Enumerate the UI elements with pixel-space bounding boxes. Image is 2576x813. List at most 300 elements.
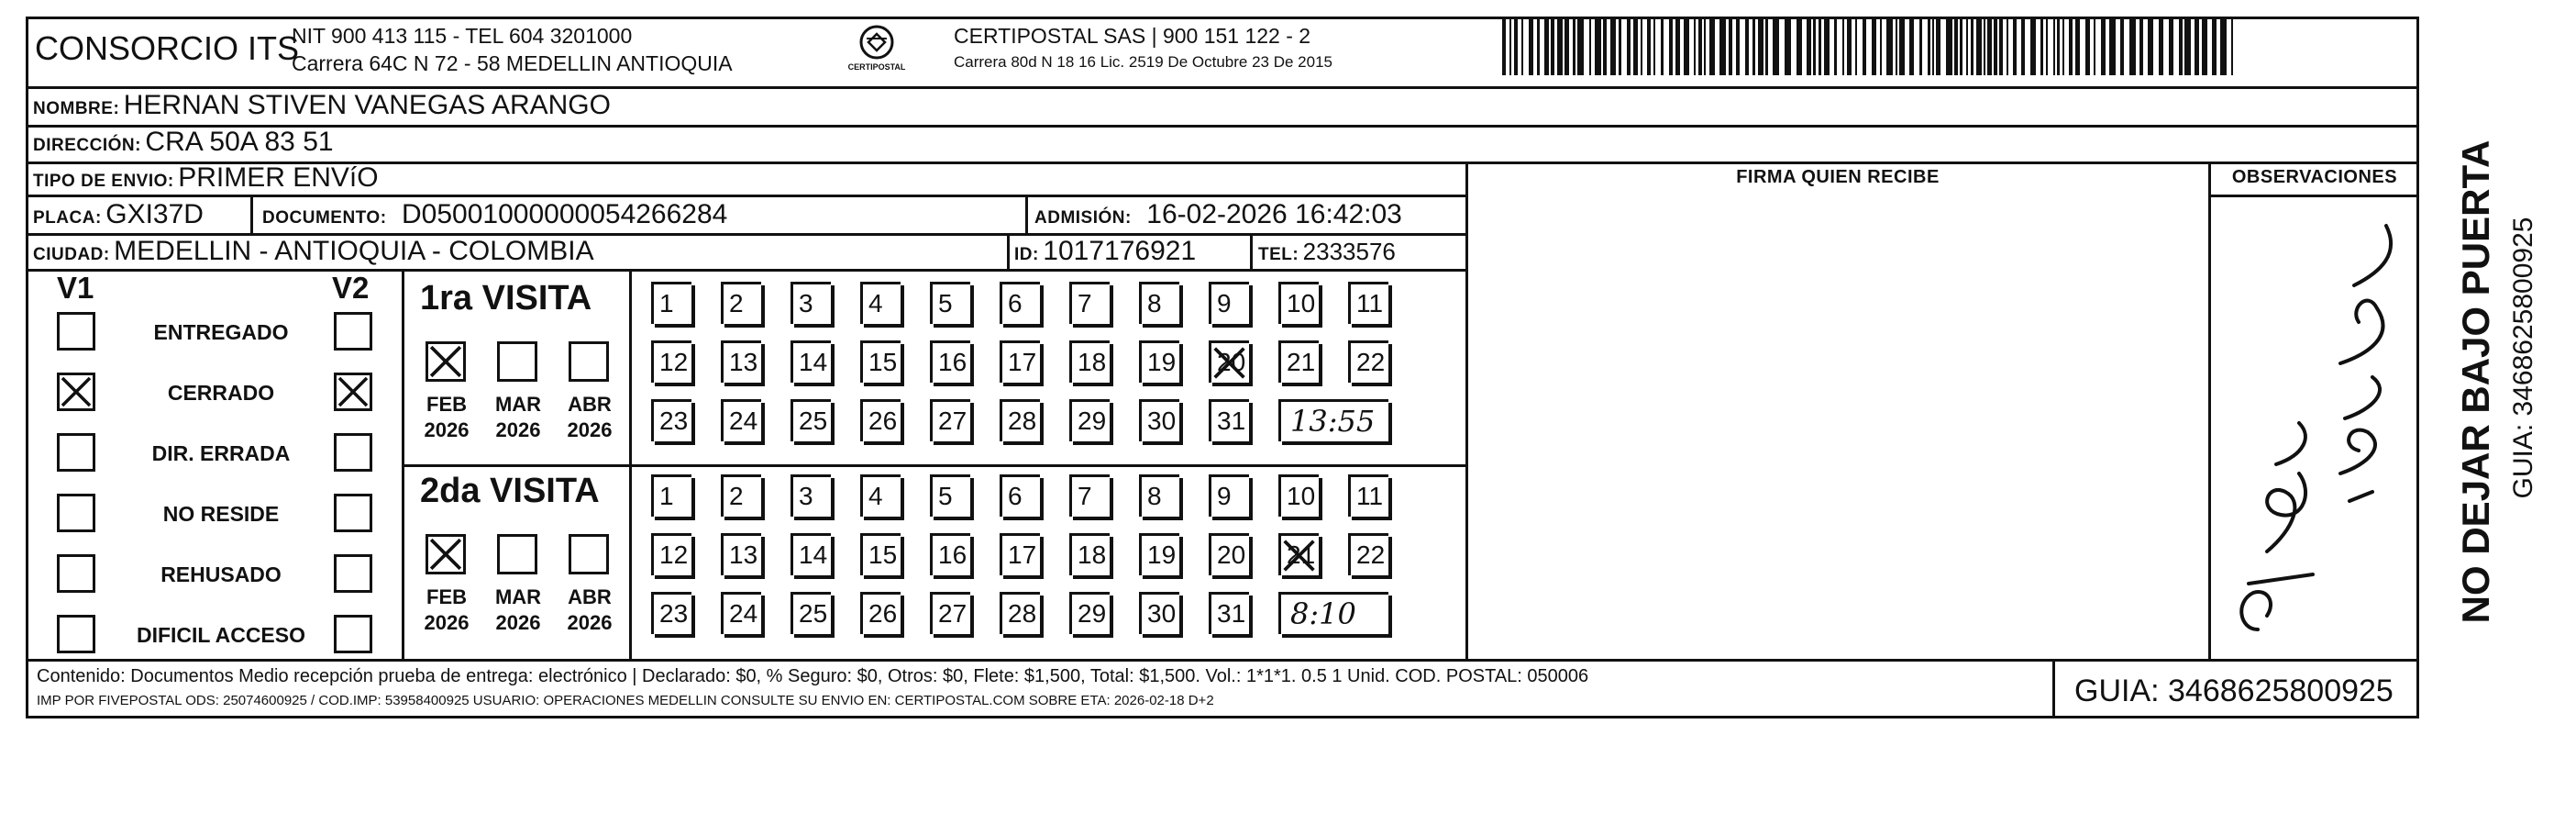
second-visit-day-cell[interactable] bbox=[651, 474, 691, 517]
first-visit-day-cell[interactable] bbox=[651, 340, 691, 383]
side-guia: GUIA: 3468625800925 bbox=[2508, 217, 2538, 499]
second-visit-day-number: 19 bbox=[1147, 540, 1177, 569]
vrule-placa bbox=[250, 196, 253, 235]
barcode-bar bbox=[1521, 18, 1523, 75]
barcode-bar bbox=[1919, 18, 1922, 75]
second-visit-day-cell[interactable] bbox=[860, 533, 901, 575]
cross-mark-icon bbox=[428, 344, 463, 379]
first-visit-day-number: 10 bbox=[1287, 289, 1316, 317]
second-visit-day-cell[interactable] bbox=[1348, 474, 1388, 517]
second-visit-time: 8:10 bbox=[1290, 596, 1356, 631]
second-visit-day-cell[interactable] bbox=[790, 474, 831, 517]
first-visit-month-year: 2026 bbox=[567, 418, 613, 441]
status-label: ENTREGADO bbox=[153, 320, 289, 344]
barcode-bar bbox=[1736, 18, 1740, 75]
vrule-observaciones bbox=[2208, 161, 2211, 661]
barcode-bar bbox=[2062, 18, 2064, 75]
cross-mark-icon bbox=[337, 375, 370, 408]
barcode-bar bbox=[1603, 18, 1607, 75]
barcode-bar bbox=[1577, 18, 1584, 75]
first-visit-day-number: 14 bbox=[799, 348, 828, 376]
second-visit-day-number: 23 bbox=[659, 599, 689, 628]
barcode-bar bbox=[2195, 18, 2199, 75]
barcode-bar bbox=[1502, 18, 1506, 75]
cross-mark-icon bbox=[60, 375, 93, 408]
first-visit-month-label: FEB bbox=[426, 393, 467, 416]
documento-value: D05001000000054266284 bbox=[402, 199, 728, 229]
v1-checkbox[interactable] bbox=[57, 312, 95, 351]
ciudad-row bbox=[33, 236, 594, 267]
first-visit-day-cell[interactable] bbox=[1209, 340, 1249, 383]
second-visit-month-checkbox[interactable] bbox=[426, 534, 466, 574]
rule-footer bbox=[26, 659, 2419, 662]
first-visit-day-cell[interactable] bbox=[1348, 340, 1388, 383]
first-visit-day-cell[interactable] bbox=[860, 340, 901, 383]
observaciones-handwriting bbox=[2212, 198, 2417, 657]
second-visit-month-checkbox[interactable] bbox=[569, 534, 609, 574]
barcode-bar bbox=[1709, 18, 1715, 75]
second-visit-day-cell[interactable] bbox=[1000, 592, 1040, 634]
first-visit-day-cell[interactable] bbox=[1139, 282, 1179, 324]
admision-row bbox=[1034, 199, 1402, 230]
first-visit-day-cell[interactable] bbox=[790, 399, 831, 441]
second-visit-day-cell[interactable] bbox=[1278, 533, 1319, 575]
barcode-bar bbox=[1619, 18, 1621, 75]
barcode-bar bbox=[1765, 18, 1768, 75]
v2-checkbox[interactable] bbox=[334, 494, 372, 532]
v1-checkbox[interactable] bbox=[57, 615, 95, 653]
barcode-bar bbox=[1595, 18, 1601, 75]
first-visit-day-cell[interactable] bbox=[1348, 282, 1388, 324]
first-visit-month-year: 2026 bbox=[495, 418, 541, 441]
rule-obs-header bbox=[2208, 195, 2419, 197]
second-visit-title: 2da VISITA bbox=[420, 472, 600, 510]
second-visit-day-number: 12 bbox=[659, 540, 689, 569]
first-visit-day-cell[interactable] bbox=[651, 399, 691, 441]
admision-value: 16-02-2026 16:42:03 bbox=[1146, 199, 1402, 229]
barcode-bar bbox=[2075, 18, 2080, 75]
first-visit-day-cell[interactable] bbox=[1278, 340, 1319, 383]
barcode-bar bbox=[2046, 18, 2048, 75]
second-visit-day-number: 7 bbox=[1078, 482, 1092, 510]
second-visit-day-number: 1 bbox=[659, 482, 674, 510]
barcode-bar bbox=[1819, 18, 1821, 75]
second-visit-time-box[interactable] bbox=[1278, 592, 1388, 634]
barcode-bar bbox=[1976, 18, 1982, 75]
barcode-bar bbox=[1564, 18, 1569, 75]
first-visit-day-number: 22 bbox=[1356, 348, 1386, 376]
second-visit-day-cell[interactable] bbox=[1139, 474, 1179, 517]
ciudad-label: CIUDAD: bbox=[33, 245, 110, 264]
second-visit-day-cell[interactable] bbox=[1000, 533, 1040, 575]
first-visit-day-cell[interactable] bbox=[930, 340, 970, 383]
second-visit-day-number: 5 bbox=[938, 482, 953, 510]
second-visit-day-cell[interactable] bbox=[721, 592, 761, 634]
v2-checkbox[interactable] bbox=[334, 554, 372, 593]
certipostal-logo bbox=[848, 22, 905, 79]
first-visit-day-cell[interactable] bbox=[1000, 340, 1040, 383]
company-nit: NIT 900 413 115 - TEL 604 3201000 bbox=[292, 24, 633, 48]
second-visit-day-cell[interactable] bbox=[721, 533, 761, 575]
barcode-bar bbox=[1896, 18, 1897, 75]
barcode-bar bbox=[1984, 18, 1985, 75]
barcode-bar bbox=[1797, 18, 1802, 75]
second-visit-day-number: 17 bbox=[1008, 540, 1037, 569]
vrule-signature bbox=[1465, 161, 1468, 661]
v2-checkbox[interactable] bbox=[334, 433, 372, 472]
barcode-bar bbox=[1999, 18, 2003, 75]
second-visit-day-cell[interactable] bbox=[1139, 592, 1179, 634]
barcode-bar bbox=[1573, 18, 1575, 75]
first-visit-day-number: 15 bbox=[868, 348, 898, 376]
first-visit-day-number: 19 bbox=[1147, 348, 1177, 376]
first-visit-day-cell[interactable] bbox=[651, 282, 691, 324]
barcode-bar bbox=[2101, 18, 2106, 75]
barcode-bar bbox=[1661, 18, 1664, 75]
barcode-bar bbox=[2159, 18, 2163, 75]
first-visit-day-cell[interactable] bbox=[860, 399, 901, 441]
first-visit-day-cell[interactable] bbox=[721, 399, 761, 441]
barcode-bar bbox=[2139, 18, 2143, 75]
second-visit-day-cell[interactable] bbox=[1139, 533, 1179, 575]
barcode-bar bbox=[1719, 18, 1726, 75]
second-visit-day-number: 30 bbox=[1147, 599, 1177, 628]
second-visit-months bbox=[411, 532, 627, 652]
barcode-bar bbox=[1813, 18, 1816, 75]
barcode-bar bbox=[2085, 18, 2090, 75]
second-visit-day-number: 15 bbox=[868, 540, 898, 569]
footer-line1: Contenido: Documentos Medio recepción prueba de entrega: electrónico | Declarado: $0, % Seguro: $0, Otros: $0, Flete: $1,500, Total: $1,500. Vol.: 1*1*1. 0.5 1 Unid. COD. POSTAL: 050006 bbox=[37, 666, 1589, 686]
second-visit-day-cell[interactable] bbox=[790, 592, 831, 634]
footer-line2: IMP POR FIVEPOSTAL ODS: 25074600925 / COD.IMP: 53958400925 USUARIO: OPERACIONES MEDELLIN CONSULTE SU ENVIO EN: CERTIPOSTAL.COM SOBRE ETA: 2026-02-18 D+2 bbox=[37, 693, 1214, 708]
second-visit-day-cell[interactable] bbox=[1209, 592, 1249, 634]
id-label: ID: bbox=[1014, 245, 1039, 264]
second-visit-month-label: ABR bbox=[568, 585, 612, 608]
status-label: REHUSADO bbox=[160, 562, 282, 586]
first-visit-day-number: 29 bbox=[1078, 406, 1107, 435]
first-visit-day-number: 12 bbox=[659, 348, 689, 376]
first-visit-day-cell[interactable] bbox=[930, 282, 970, 324]
second-visit-month-year: 2026 bbox=[567, 611, 613, 634]
first-visit-day-cell[interactable] bbox=[721, 282, 761, 324]
first-visit-day-cell[interactable] bbox=[1278, 282, 1319, 324]
nombre-row bbox=[33, 90, 611, 121]
vrule-footer-guia bbox=[2052, 661, 2055, 718]
first-visit-day-cell[interactable] bbox=[1069, 340, 1110, 383]
barcode-bar bbox=[1669, 18, 1673, 75]
second-visit-day-cell[interactable] bbox=[1278, 474, 1319, 517]
first-visit-time-box[interactable] bbox=[1278, 399, 1388, 441]
second-visit-month-year: 2026 bbox=[495, 611, 541, 634]
v1-checkbox[interactable] bbox=[57, 433, 95, 472]
vrule-tel bbox=[1250, 235, 1253, 272]
barcode-bar bbox=[1807, 18, 1811, 75]
v2-checkbox[interactable] bbox=[334, 312, 372, 351]
first-visit-title: 1ra VISITA bbox=[420, 279, 592, 317]
second-visit-day-number: 22 bbox=[1356, 540, 1386, 569]
second-visit-day-cell[interactable] bbox=[860, 592, 901, 634]
barcode-bar bbox=[1960, 18, 1962, 75]
first-visit-month-checkbox[interactable] bbox=[497, 341, 537, 382]
first-visit-day-number: 7 bbox=[1078, 289, 1092, 317]
second-visit-day-number: 2 bbox=[729, 482, 744, 510]
documento-row bbox=[262, 199, 727, 230]
rule-tipo bbox=[26, 195, 1465, 197]
footer-guia: GUIA: 3468625800925 bbox=[2074, 674, 2394, 708]
barcode-bar bbox=[1954, 18, 1958, 75]
first-visit-day-number: 21 bbox=[1287, 348, 1316, 376]
barcode-bar bbox=[1847, 18, 1852, 75]
rule-header bbox=[26, 86, 2419, 89]
placa-value: GXI37D bbox=[105, 199, 204, 229]
barcode-bar bbox=[1834, 18, 1837, 75]
second-visit-days bbox=[642, 473, 1449, 656]
second-visit-day-number: 26 bbox=[868, 599, 898, 628]
second-visit-day-number: 3 bbox=[799, 482, 813, 510]
first-visit-day-cell[interactable] bbox=[1069, 282, 1110, 324]
second-visit-day-number: 28 bbox=[1008, 599, 1037, 628]
barcode-bar bbox=[2069, 18, 2073, 75]
barcode-bar bbox=[2220, 18, 2227, 75]
second-visit-day-cell[interactable] bbox=[930, 533, 970, 575]
second-visit-day-cell[interactable] bbox=[1209, 474, 1249, 517]
first-visit-day-number: 23 bbox=[659, 406, 689, 435]
second-visit-day-cell[interactable] bbox=[860, 474, 901, 517]
second-visit-day-number: 14 bbox=[799, 540, 828, 569]
first-visit-day-number: 18 bbox=[1078, 348, 1107, 376]
barcode-bar bbox=[1589, 18, 1591, 75]
admision-label: ADMISIÓN: bbox=[1034, 208, 1132, 228]
barcode-bar bbox=[2007, 18, 2008, 75]
v2-label: V2 bbox=[332, 271, 370, 305]
second-visit-day-cell[interactable] bbox=[1209, 533, 1249, 575]
v1-checkbox[interactable] bbox=[57, 554, 95, 593]
second-visit-day-cell[interactable] bbox=[1069, 533, 1110, 575]
barcode-bar bbox=[2109, 18, 2116, 75]
barcode-bar bbox=[1633, 18, 1638, 75]
rule-direccion bbox=[26, 161, 2419, 164]
barcode-bar bbox=[1758, 18, 1763, 75]
v2-checkbox[interactable] bbox=[334, 373, 372, 411]
tipo-row bbox=[33, 162, 379, 194]
first-visit-day-cell[interactable] bbox=[1139, 399, 1179, 441]
barcode-bar bbox=[2202, 18, 2207, 75]
barcode-bar bbox=[2179, 18, 2183, 75]
first-visit-day-cell[interactable] bbox=[930, 399, 970, 441]
first-visit-day-number: 9 bbox=[1217, 289, 1232, 317]
first-visit-day-cell[interactable] bbox=[1000, 399, 1040, 441]
barcode-bar bbox=[1529, 18, 1533, 75]
first-visit-day-cell[interactable] bbox=[721, 340, 761, 383]
ciudad-value: MEDELLIN - ANTIOQUIA - COLOMBIA bbox=[114, 236, 594, 266]
barcode-bar bbox=[2040, 18, 2043, 75]
first-visit-day-number: 3 bbox=[799, 289, 813, 317]
first-visit-day-number: 11 bbox=[1356, 289, 1384, 317]
first-visit-days bbox=[642, 280, 1449, 463]
status-label: DIR. ERRADA bbox=[151, 441, 291, 465]
barcode-bar bbox=[1537, 18, 1540, 75]
barcode-bar bbox=[1509, 18, 1511, 75]
barcode-bar bbox=[1932, 18, 1934, 75]
barcode-bar bbox=[1551, 18, 1554, 75]
barcode-bar bbox=[2169, 18, 2173, 75]
second-visit-day-number: 21 bbox=[1287, 540, 1316, 569]
second-visit-day-cell[interactable] bbox=[1069, 474, 1110, 517]
barcode-bar bbox=[1675, 18, 1680, 75]
first-visit-day-cell[interactable] bbox=[860, 282, 901, 324]
barcode-bar bbox=[1855, 18, 1857, 75]
status-label: CERRADO bbox=[167, 381, 275, 405]
status-label: NO RESIDE bbox=[162, 502, 280, 526]
barcode-bar bbox=[1880, 18, 1882, 75]
second-visit-day-number: 10 bbox=[1287, 482, 1316, 510]
first-visit-day-number: 5 bbox=[938, 289, 953, 317]
barcode bbox=[1502, 18, 2245, 77]
v2-checkbox[interactable] bbox=[334, 615, 372, 653]
barcode-bar bbox=[2094, 18, 2095, 75]
placa-label: PLACA: bbox=[33, 208, 102, 228]
rule-visit-divider bbox=[402, 464, 1465, 467]
direccion-label: DIRECCIÓN: bbox=[33, 136, 141, 155]
barcode-bar bbox=[2021, 18, 2025, 75]
side-notice: NO DEJAR BAJO PUERTA bbox=[2454, 139, 2497, 624]
second-visit-day-number: 11 bbox=[1356, 482, 1384, 510]
first-visit-day-number: 28 bbox=[1008, 406, 1037, 435]
tipo-value: PRIMER ENVíO bbox=[178, 162, 379, 193]
nombre-value: HERNAN STIVEN VANEGAS ARANGO bbox=[123, 90, 611, 120]
second-visit-day-cell[interactable] bbox=[930, 474, 970, 517]
first-visit-day-cell[interactable] bbox=[1069, 399, 1110, 441]
second-visit-day-cell[interactable] bbox=[651, 533, 691, 575]
second-visit-day-cell[interactable] bbox=[1348, 533, 1388, 575]
barcode-bar bbox=[1872, 18, 1876, 75]
first-visit-month-checkbox[interactable] bbox=[426, 341, 466, 382]
direccion-row bbox=[33, 127, 334, 158]
id-value: 1017176921 bbox=[1043, 236, 1197, 266]
barcode-bar bbox=[1987, 18, 1992, 75]
first-visit-day-number: 24 bbox=[729, 406, 758, 435]
second-visit-day-cell[interactable] bbox=[790, 533, 831, 575]
barcode-bar bbox=[1909, 18, 1914, 75]
barcode-bar bbox=[1514, 18, 1518, 75]
barcode-bar bbox=[1863, 18, 1866, 75]
first-visit-day-number: 30 bbox=[1147, 406, 1177, 435]
barcode-bar bbox=[1966, 18, 1968, 75]
first-visit-day-number: 16 bbox=[938, 348, 967, 376]
tel-label: TEL: bbox=[1258, 245, 1299, 264]
second-visit-month-year: 2026 bbox=[424, 611, 470, 634]
barcode-bar bbox=[1653, 18, 1655, 75]
barcode-bar bbox=[1544, 18, 1549, 75]
second-visit-day-cell[interactable] bbox=[651, 592, 691, 634]
first-visit-day-number: 13 bbox=[729, 348, 758, 376]
first-visit-day-number: 26 bbox=[868, 406, 898, 435]
status-label: DIFICIL ACCESO bbox=[136, 623, 305, 647]
second-visit-day-cell[interactable] bbox=[1000, 474, 1040, 517]
barcode-bar bbox=[2212, 18, 2217, 75]
barcode-bar bbox=[1698, 18, 1702, 75]
first-visit-day-cell[interactable] bbox=[790, 340, 831, 383]
direccion-value: CRA 50A 83 51 bbox=[145, 127, 334, 157]
barcode-bar bbox=[1842, 18, 1844, 75]
second-visit-month-checkbox[interactable] bbox=[497, 534, 537, 574]
barcode-bar bbox=[1899, 18, 1905, 75]
barcode-bar bbox=[1745, 18, 1749, 75]
v1-checkbox[interactable] bbox=[57, 373, 95, 411]
barcode-bar bbox=[2129, 18, 2136, 75]
barcode-bar bbox=[1610, 18, 1616, 75]
barcode-bar bbox=[1936, 18, 1940, 75]
first-visit-month-checkbox[interactable] bbox=[569, 341, 609, 382]
barcode-bar bbox=[1647, 18, 1651, 75]
second-visit-day-number: 31 bbox=[1217, 599, 1246, 628]
barcode-bar bbox=[2148, 18, 2153, 75]
id-row bbox=[1014, 236, 1196, 267]
second-visit-day-cell[interactable] bbox=[721, 474, 761, 517]
second-visit-day-number: 18 bbox=[1078, 540, 1107, 569]
cross-mark-icon bbox=[428, 537, 463, 572]
barcode-bar bbox=[1971, 18, 1973, 75]
first-visit-time: 13:55 bbox=[1290, 404, 1376, 439]
vrule-admision bbox=[1025, 196, 1028, 235]
second-visit-day-number: 16 bbox=[938, 540, 967, 569]
first-visit-month-label: MAR bbox=[494, 393, 542, 416]
rule-nombre bbox=[26, 125, 2419, 128]
barcode-bar bbox=[2030, 18, 2036, 75]
barcode-bar bbox=[1557, 18, 1563, 75]
first-visit-day-number: 6 bbox=[1008, 289, 1023, 317]
barcode-bar bbox=[1684, 18, 1689, 75]
second-visit-day-number: 6 bbox=[1008, 482, 1023, 510]
barcode-bar bbox=[1627, 18, 1631, 75]
tipo-label: TIPO DE ENVIO: bbox=[33, 172, 174, 191]
first-visit-day-number: 31 bbox=[1217, 406, 1246, 435]
second-visit-day-number: 24 bbox=[729, 599, 758, 628]
second-visit-day-number: 27 bbox=[938, 599, 967, 628]
vrule-id bbox=[1007, 235, 1010, 272]
barcode-bar bbox=[1641, 18, 1642, 75]
first-visit-day-cell[interactable] bbox=[1209, 399, 1249, 441]
second-visit-month-label: MAR bbox=[494, 585, 542, 608]
v1-checkbox[interactable] bbox=[57, 494, 95, 532]
second-visit-month-label: FEB bbox=[426, 585, 467, 608]
first-visit-day-number: 4 bbox=[868, 289, 883, 317]
barcode-bar bbox=[1994, 18, 1997, 75]
second-visit-day-cell[interactable] bbox=[1069, 592, 1110, 634]
barcode-bar bbox=[1824, 18, 1830, 75]
first-visit-day-cell[interactable] bbox=[1139, 340, 1179, 383]
second-visit-day-cell[interactable] bbox=[930, 592, 970, 634]
first-visit-day-number: 1 bbox=[659, 289, 674, 317]
signature-area bbox=[1469, 196, 2206, 659]
signature-label: FIRMA QUIEN RECIBE bbox=[1736, 167, 1940, 187]
first-visit-day-number: 8 bbox=[1147, 289, 1162, 317]
first-visit-day-cell[interactable] bbox=[1209, 282, 1249, 324]
placa-row bbox=[33, 199, 204, 230]
second-visit-day-number: 29 bbox=[1078, 599, 1107, 628]
first-visit-day-cell[interactable] bbox=[1000, 282, 1040, 324]
first-visit-day-cell[interactable] bbox=[790, 282, 831, 324]
barcode-bar bbox=[1752, 18, 1755, 75]
first-visit-day-number: 20 bbox=[1217, 348, 1246, 376]
second-visit-day-number: 20 bbox=[1217, 540, 1246, 569]
tel-row bbox=[1258, 238, 1396, 266]
tel-value: 2333576 bbox=[1302, 238, 1396, 265]
second-visit-day-number: 8 bbox=[1147, 482, 1162, 510]
carrier-name: CERTIPOSTAL SAS | 900 151 122 - 2 bbox=[954, 24, 1311, 48]
documento-label: DOCUMENTO: bbox=[262, 208, 387, 228]
first-visit-day-number: 2 bbox=[729, 289, 744, 317]
